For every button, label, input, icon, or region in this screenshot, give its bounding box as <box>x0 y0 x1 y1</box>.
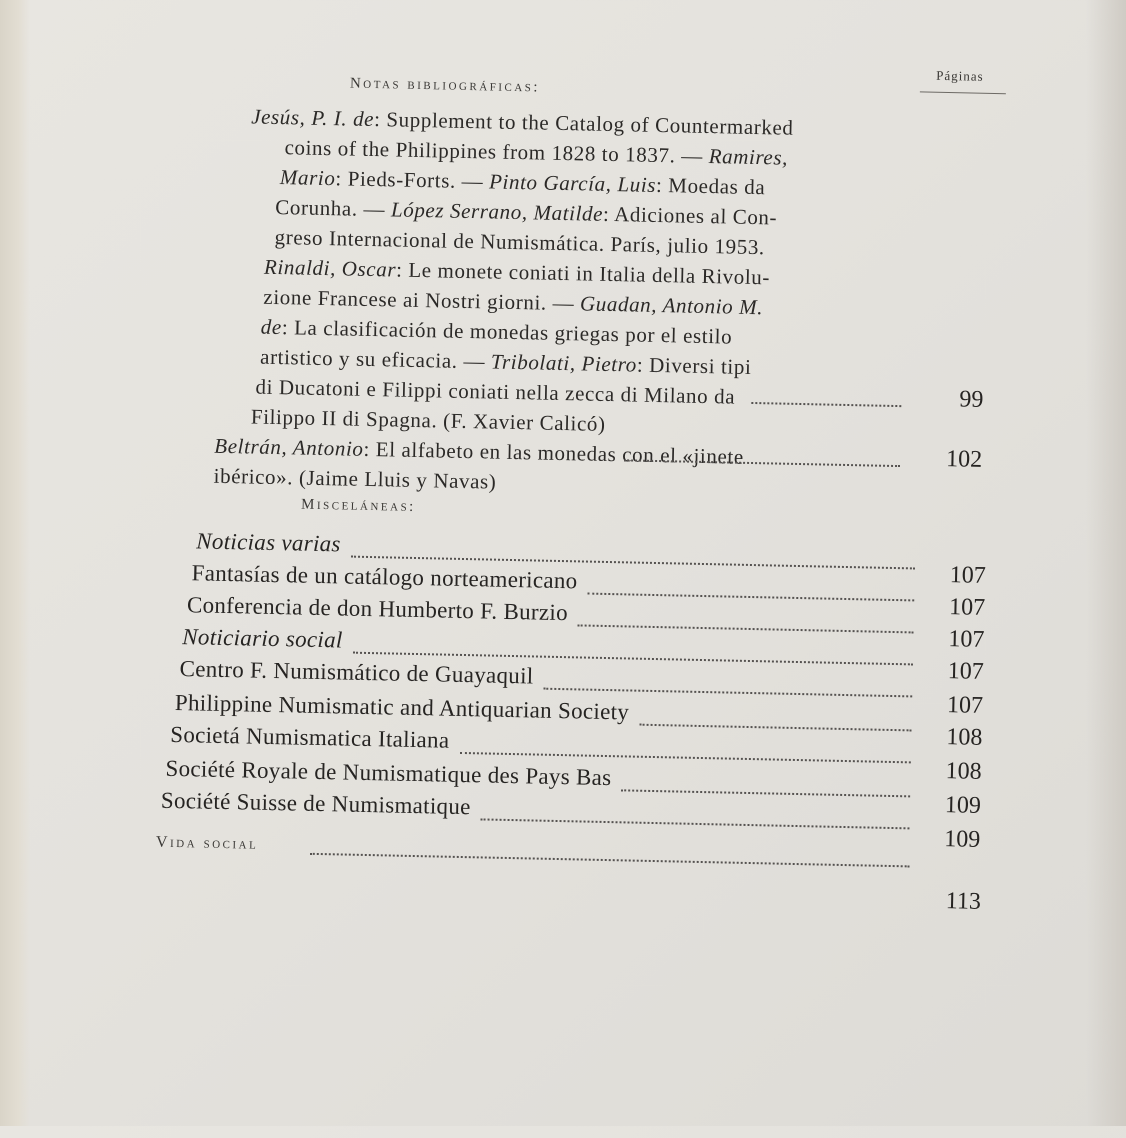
entry-title: Noticiario social <box>182 624 343 653</box>
vida-social-heading: Vida social <box>155 833 259 853</box>
bib-text: : El alfabeto en las monedas con el «jinete <box>363 436 745 469</box>
bib-text: : La clasificación de monedas griegas por el estilo <box>281 315 733 349</box>
entry-title: Philippine Numismatic and Antiquarian Society <box>174 689 630 725</box>
bib-text: : Supplement to the Catalog of Countermarked <box>373 107 794 140</box>
dot-leader <box>578 624 913 633</box>
page-number: 113 <box>945 888 982 915</box>
author-name: Pinto García, Luis <box>488 169 657 197</box>
bib-text: di Ducatoni e Filippi coniati nella zecca di Milano da <box>255 374 736 409</box>
miscelaneas-heading: Misceláneas: <box>300 496 416 515</box>
dot-leader <box>544 688 913 698</box>
page-number: 107 <box>948 626 985 653</box>
entry-title: Noticias varias <box>196 528 341 557</box>
page-number: 109 <box>944 792 982 819</box>
dot-leader <box>751 402 901 407</box>
page-number: 108 <box>945 758 982 785</box>
bib-text: : Adiciones al Con- <box>602 201 778 230</box>
bib-text: : Diversi tipi <box>636 352 752 379</box>
bib-text: Corunha. — <box>275 194 392 222</box>
bib-line <box>213 461 496 498</box>
dot-leader <box>310 853 910 868</box>
page-number: 99 <box>959 386 984 413</box>
entry-title: Conferencia de don Humberto F. Burzio <box>186 592 569 626</box>
author-name: de <box>260 314 283 340</box>
bib-text: Filippo II di Spagna. (F. Xavier Calicó) <box>250 404 606 436</box>
author-name: Rinaldi, Oscar <box>263 254 397 282</box>
page-number: 108 <box>946 724 983 751</box>
bib-text: ibérico». (Jaime Lluis y Navas) <box>213 463 497 494</box>
dot-leader <box>622 789 911 797</box>
bib-text: : Pieds-Forts. — <box>335 166 490 194</box>
dot-leader <box>588 593 915 602</box>
bib-text: coins of the Philippines from 1828 to 1837. — <box>284 135 709 169</box>
author-name: Jesús, P. I. de <box>250 104 375 132</box>
entry-title: Fantasías de un catálogo norteamericano <box>191 560 578 594</box>
page-number: 107 <box>948 594 986 621</box>
entry-title: Societá Numismatica Italiana <box>170 721 450 753</box>
bib-text: zione Francese ai Nostri giorni. — <box>263 284 581 316</box>
paginas-label: Páginas <box>936 67 984 84</box>
page-number: 107 <box>946 692 984 719</box>
paginas-rule <box>920 91 1006 94</box>
bib-text: : Le monete coniati in Italia della Rivolu- <box>395 257 771 290</box>
entry-title: Centro F. Numismático de Guayaquil <box>179 656 534 689</box>
entry-title: Société Suisse de Numismatique <box>160 787 471 820</box>
page-number: 109 <box>943 826 981 853</box>
dot-leader <box>460 752 911 763</box>
author-name: Ramires, <box>708 144 789 170</box>
page-number: 102 <box>945 446 983 473</box>
page-number: 107 <box>949 562 987 589</box>
author-name: Guadan, Antonio M. <box>579 291 764 320</box>
author-name: Mario <box>279 165 336 191</box>
bib-text: artistico y su eficacia. — <box>259 344 492 374</box>
author-name: López Serrano, Matilde <box>390 197 604 226</box>
author-name: Tribolati, Pietro <box>490 349 638 377</box>
dot-leader <box>639 724 911 732</box>
entry-title: Société Royale de Numismatique des Pays Bas <box>165 755 612 791</box>
author-name: Beltrán, Antonio <box>214 433 364 461</box>
bib-text: greso Internacional de Numismática. París, julio 1953. <box>274 224 766 260</box>
notas-heading: Notas bibliográficas: <box>349 75 541 96</box>
dot-leader <box>481 818 910 829</box>
page-number: 107 <box>947 658 985 685</box>
bib-text: : Moedas da <box>655 172 766 200</box>
